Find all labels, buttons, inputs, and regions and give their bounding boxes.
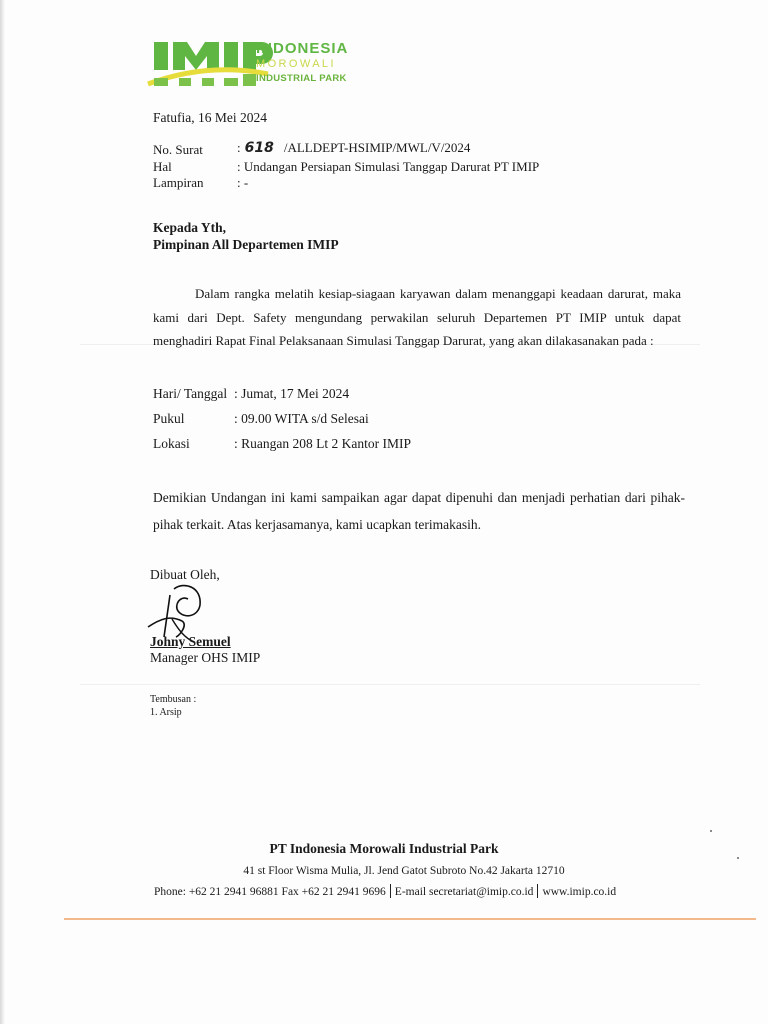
detail-time-value: : 09.00 WITA s/d Selesai — [234, 411, 369, 426]
footer-website: www.imip.co.id — [542, 886, 617, 898]
footer-email: E-mail secretariat@imip.co.id — [394, 886, 534, 898]
footer-separator — [390, 884, 391, 898]
letter-number-code: /ALLDEPT-HSIMIP/MWL/V/2024 — [283, 140, 471, 155]
signed-by-label: Dibuat Oleh, — [150, 567, 220, 582]
detail-location-label: Lokasi — [153, 436, 190, 451]
detail-location-value: : Ruangan 208 Lt 2 Kantor IMIP — [234, 436, 411, 451]
letter-number-value — [237, 140, 470, 156]
detail-date-label: Hari/ Tanggal — [153, 386, 228, 401]
scan-artifact-line — [80, 684, 700, 685]
logo-line-indonesia: INDONESIA — [256, 40, 349, 57]
footer-separator — [537, 884, 538, 898]
logo-wordmark — [256, 41, 348, 84]
subject-label: Hal — [153, 159, 172, 174]
logo-line-industrial-park: INDUSTRIAL PARK — [256, 73, 347, 84]
recipient-name: Pimpinan All Departemen IMIP — [153, 237, 339, 252]
letter-number-colon: : — [237, 140, 241, 155]
footer-phone-fax: Phone: +62 21 2941 96881 Fax +62 21 2941 9696 — [154, 886, 386, 898]
letter-number-handwritten: 618 — [244, 140, 274, 156]
detail-date-value: : Jumat, 17 Mei 2024 — [234, 386, 350, 401]
footer-contact — [154, 884, 616, 898]
letter-number-label: No. Surat — [153, 142, 203, 157]
footer-company: PT Indonesia Morowali Industrial Park — [269, 841, 499, 856]
attachment-value: : - — [237, 175, 249, 190]
subject-value: : Undangan Persiapan Simulasi Tanggap Darurat PT IMIP — [237, 159, 540, 174]
footer-address: 41 st Floor Wisma Mulia, Jl. Jend Gatot Subroto No.42 Jakarta 12710 — [243, 865, 565, 877]
recipient-greeting: Kepada Yth, — [153, 220, 227, 235]
closing-paragraph: Demikian Undangan ini kami sampaikan agar dapat dipenuhi dan menjadi perhatian dari pihak-pihak terkait. Atas kerjasamanya, kami ucapkan terimakasih. — [153, 490, 685, 532]
scan-speck — [737, 857, 739, 859]
scan-speck — [710, 830, 712, 832]
cc-item: 1. Arsip — [150, 707, 182, 718]
signer-title: Manager OHS IMIP — [150, 650, 261, 665]
cc-label: Tembusan : — [150, 694, 197, 705]
detail-time-label: Pukul — [153, 411, 185, 426]
footer-rule — [64, 918, 756, 920]
logo-line-morowali: MOROWALI — [256, 58, 336, 70]
attachment-label: Lampiran — [153, 175, 204, 190]
place-date: Fatufia, 16 Mei 2024 — [153, 110, 267, 125]
signer-name: Johny Semuel — [150, 634, 231, 649]
body-paragraph: Dalam rangka melatih kesiap-siagaan karyawan dalam menanggapi keadaan darurat, maka kami dari Dept. Safety mengundang perwakilan seluruh Departemen PT IMIP untuk dapat menghadiri Rapat Final Pelaksanaan Simulasi Tanggap Darurat, yang akan dilakasanakan pada : — [153, 286, 681, 348]
